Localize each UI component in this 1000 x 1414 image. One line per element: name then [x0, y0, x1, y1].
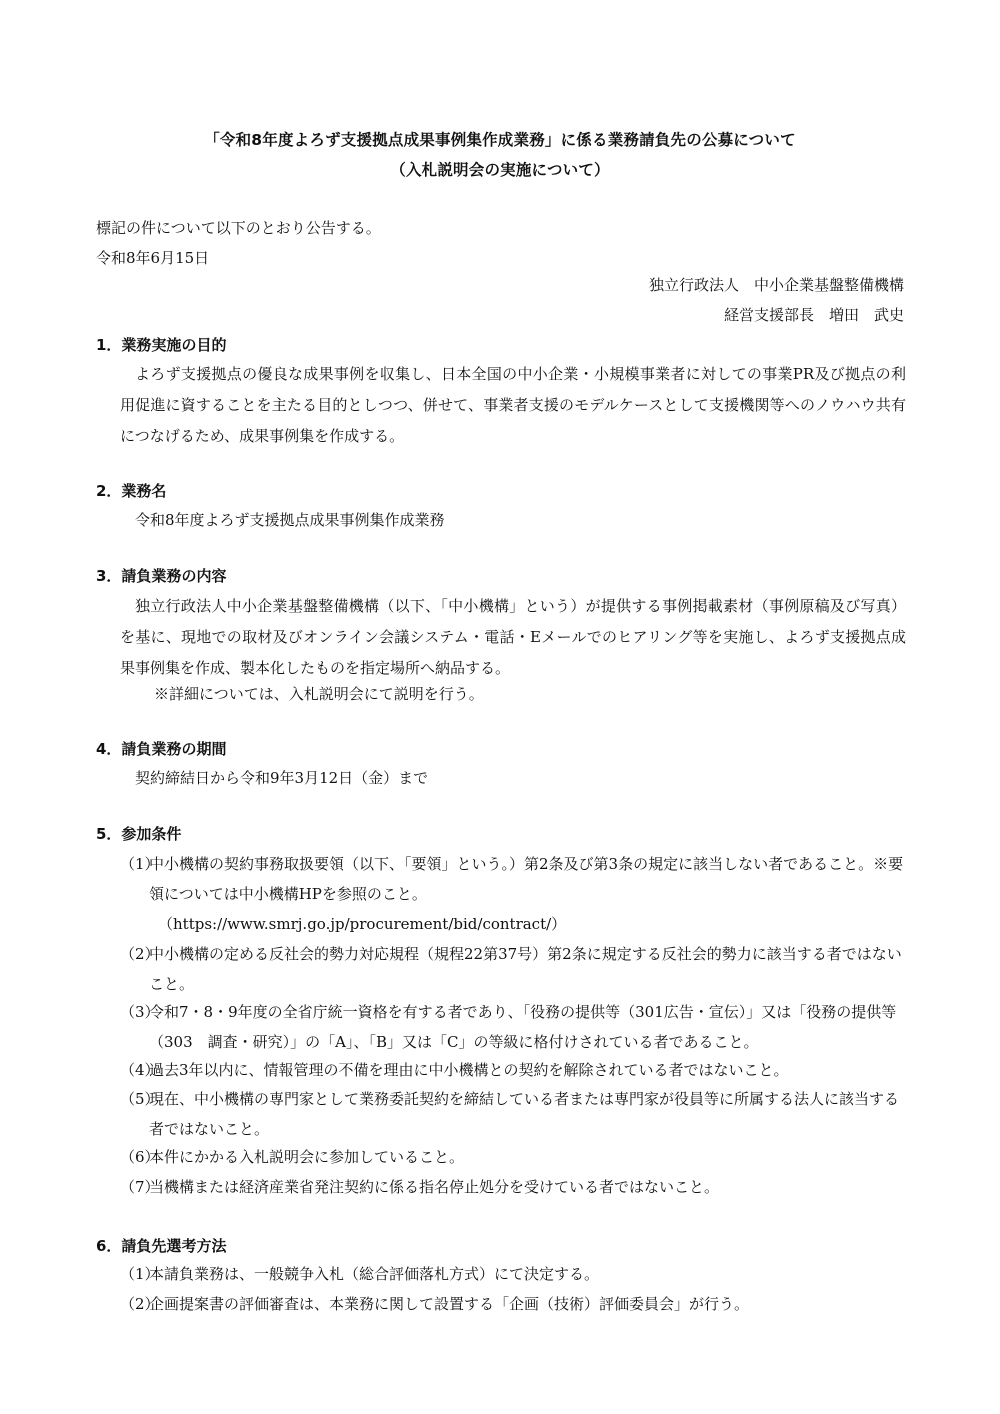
condition-item-number: （2）	[120, 945, 160, 963]
selection-item-2	[120, 1289, 906, 1319]
selection-item-1	[120, 1259, 906, 1289]
condition-item-number: （4）	[120, 1061, 160, 1079]
condition-item-text: 本件にかかる入札説明会に参加していること。	[149, 1148, 465, 1166]
section-3-body: 独立行政法人中小企業基盤整備機構（以下、「中小機構」という）が提供する事例掲載素材（事例原稿及び写真）を基に、現地での取材及びオンライン会議システム・電話・Eメールでのヒアリング等を実施し、よろず支援拠点成果事例集を作成、製本化したものを指定場所へ納品する。	[120, 597, 906, 677]
condition-item-4	[120, 1055, 906, 1085]
condition-item-3	[120, 997, 906, 1057]
section-3-note: ※詳細については、入札説明会にて説明を行う。	[154, 685, 484, 703]
condition-item-5	[120, 1084, 906, 1144]
selection-item-text: 本請負業務は、一般競争入札（総合評価落札方式）にて決定する。	[149, 1265, 600, 1283]
condition-item-number: （1）	[120, 855, 160, 873]
document-title: 「令和8年度よろず支援拠点成果事例集作成業務」に係る業務請負先の公募について	[204, 131, 796, 149]
condition-item-text: 中小機構の定める反社会的勢力対応規程（規程22第37号）第2条に規定する反社会的勢力に該当する者ではないこと。	[149, 945, 902, 993]
section-6-heading: 6．請負先選考方法	[96, 1237, 227, 1255]
condition-item-number: （6）	[120, 1148, 160, 1166]
condition-item-1-url	[120, 909, 906, 939]
section-1-body: よろず支援拠点の優良な成果事例を収集し、日本全国の中小企業・小規模事業者に対しての事業PR及び拠点の利用促進に資することを主たる目的としつつ、併せて、事業者支援のモデルケースとして支援機関等へのノウハウ共有につなげるため、成果事例集を作成する。	[120, 365, 906, 445]
condition-item-1	[120, 849, 906, 909]
selection-item-number: （2）	[120, 1295, 160, 1313]
condition-item-7	[120, 1172, 906, 1202]
condition-item-number: （3）	[120, 1003, 160, 1021]
section-2-body: 令和8年度よろず支援拠点成果事例集作成業務	[135, 511, 445, 529]
condition-item-text: 中小機構の契約事務取扱要領（以下、「要領」という。）第2条及び第3条の規定に該当しない者であること。※要領については中小機構HPを参照のこと。	[149, 855, 904, 903]
condition-item-2	[120, 939, 906, 999]
section-1-heading: 1．業務実施の目的	[96, 336, 227, 354]
contract-rules-url[interactable]: （https://www.smrj.go.jp/procurement/bid/contract/）	[158, 915, 567, 933]
condition-item-6	[120, 1142, 906, 1172]
condition-item-text: 令和7・8・9年度の全省庁統一資格を有する者であり、「役務の提供等（301広告・宣伝）」又は「役務の提供等（303 調査・研究）」の「A」、「B」又は「C」の等級に格付けされている者であること。	[149, 1003, 897, 1051]
section-4-heading: 4．請負業務の期間	[96, 740, 227, 758]
selection-item-number: （1）	[120, 1265, 160, 1283]
document-subtitle: （入札説明会の実施について）	[390, 161, 610, 179]
intro-text: 標記の件について以下のとおり公告する。	[96, 219, 381, 237]
announcement-date: 令和8年6月15日	[96, 249, 210, 267]
condition-item-text: 現在、中小機構の専門家として業務委託契約を締結している者または専門家が役員等に所属する法人に該当する者ではないこと。	[149, 1090, 900, 1138]
condition-item-number: （7）	[120, 1178, 160, 1196]
condition-item-text: 過去3年以内に、情報管理の不備を理由に中小機構との契約を解除されている者ではないこと。	[149, 1061, 789, 1079]
condition-item-text: 当機構または経済産業省発注契約に係る指名停止処分を受けている者ではないこと。	[149, 1178, 720, 1196]
section-5-heading: 5．参加条件	[96, 825, 182, 843]
section-3-heading: 3．請負業務の内容	[96, 567, 227, 585]
condition-item-number: （5）	[120, 1090, 160, 1108]
selection-item-text: 企画提案書の評価審査は、本業務に関して設置する「企画（技術）評価委員会」が行う。	[149, 1295, 750, 1313]
section-2-heading: 2．業務名	[96, 482, 167, 500]
issuer-organization: 独立行政法人 中小企業基盤整備機構	[648, 276, 904, 294]
section-4-body: 契約締結日から令和9年3月12日（金）まで	[135, 769, 429, 787]
issuer-person: 経営支援部長 増田 武史	[723, 306, 904, 324]
